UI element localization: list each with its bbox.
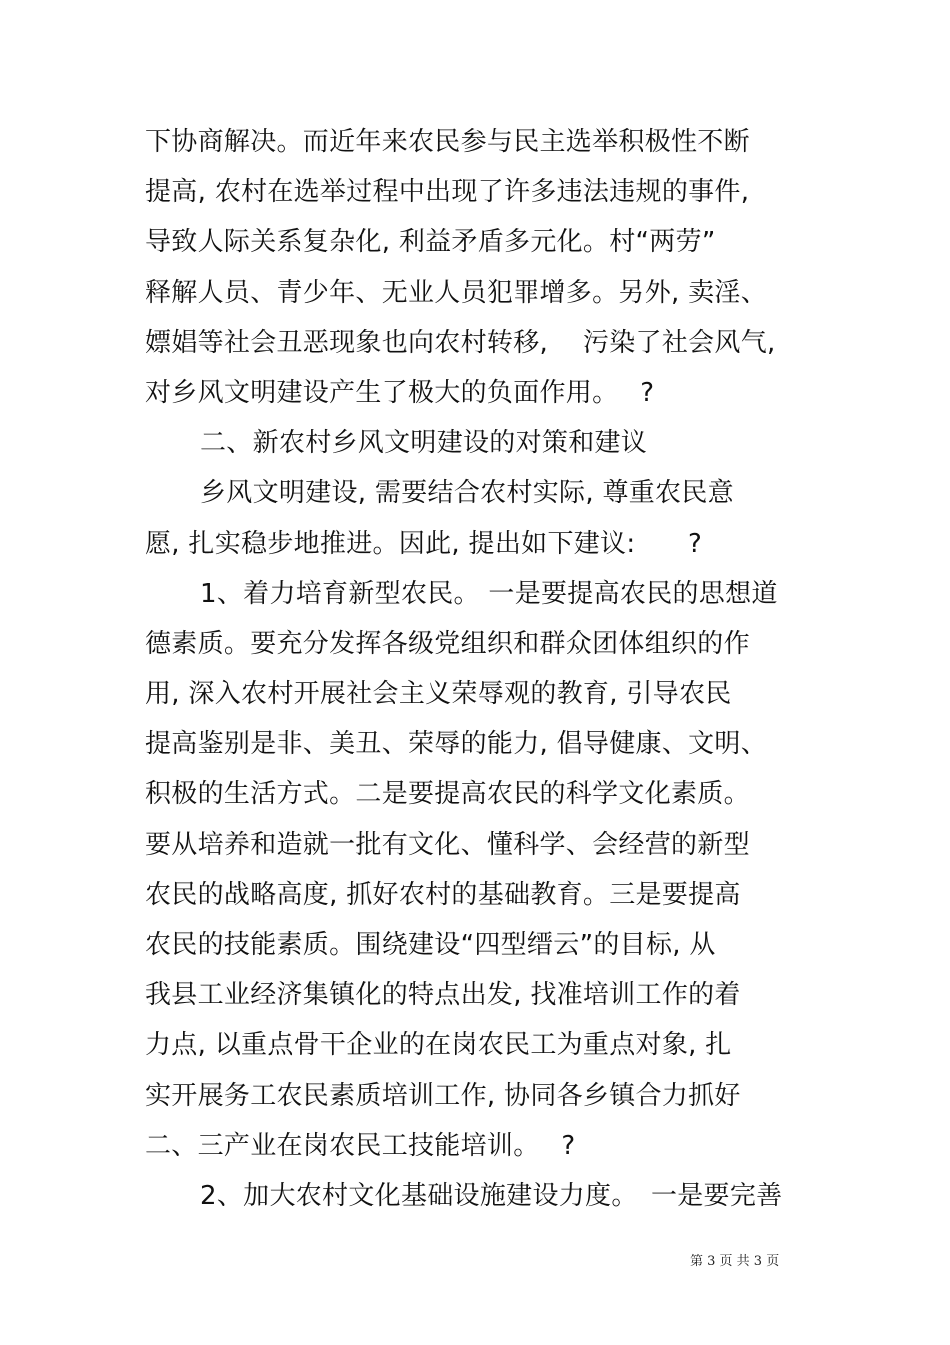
text-line: 提高, 农村在选举过程中出现了许多违法违规的事件, (145, 177, 750, 208)
text-line: 1、着力培育新型农民。 一是要提高农民的思想道 (200, 578, 778, 609)
text-line: 农民的战略高度, 抓好农村的基础教育。三是要提高 (145, 879, 741, 910)
text-line: 对乡风文明建设产生了极大的负面作用。 ? (145, 377, 655, 408)
text-line: 释解人员、青少年、无业人员犯罪增多。另外, 卖淫、 (145, 277, 768, 308)
text-line: 德素质。要充分发挥各级党组织和群众团体组织的作 (145, 628, 750, 659)
text-line: 我县工业经济集镇化的特点出发, 找准培训工作的着 (145, 980, 741, 1011)
body-text (145, 117, 825, 1221)
text-line: 要从培养和造就一批有文化、懂科学、会经营的新型 (145, 829, 750, 860)
text-line: 2、加大农村文化基础设施建设力度。 一是要完善 (200, 1180, 783, 1211)
text-line: 力点, 以重点骨干企业的在岗农民工为重点对象, 扎 (145, 1030, 732, 1061)
text-line: 二、新农村乡风文明建设的对策和建议 (200, 428, 648, 459)
text-line: 下协商解决。而近年来农民参与民主选举积极性不断 (145, 127, 750, 157)
text-line: 用, 深入农村开展社会主义荣辱观的教育, 引导农民 (145, 679, 732, 710)
text-line: 提高鉴别是非、美丑、荣辱的能力, 倡导健康、文明、 (145, 729, 768, 760)
text-line: 乡风文明建设, 需要结合农村实际, 尊重农民意 (200, 478, 734, 509)
text-line: 农民的技能素质。围绕建设“四型缙云”的目标, 从 (145, 930, 716, 960)
text-line: 导致人际关系复杂化, 利益矛盾多元化。村“两劳” (145, 227, 716, 258)
text-line: 嫖娼等社会丑恶现象也向农村转移, 污染了社会风气, (145, 327, 776, 358)
text-line: 愿, 扎实稳步地推进。因此, 提出如下建议: ? (145, 528, 703, 559)
page-footer: 第 3 页 共 3 页 (690, 1254, 780, 1269)
text-line: 二、三产业在岗农民工技能培训。 ? (145, 1130, 576, 1161)
text-line: 积极的生活方式。二是要提高农民的科学文化素质。 (145, 779, 750, 810)
text-line: 实开展务工农民素质培训工作, 协同各乡镇合力抓好 (145, 1080, 741, 1111)
